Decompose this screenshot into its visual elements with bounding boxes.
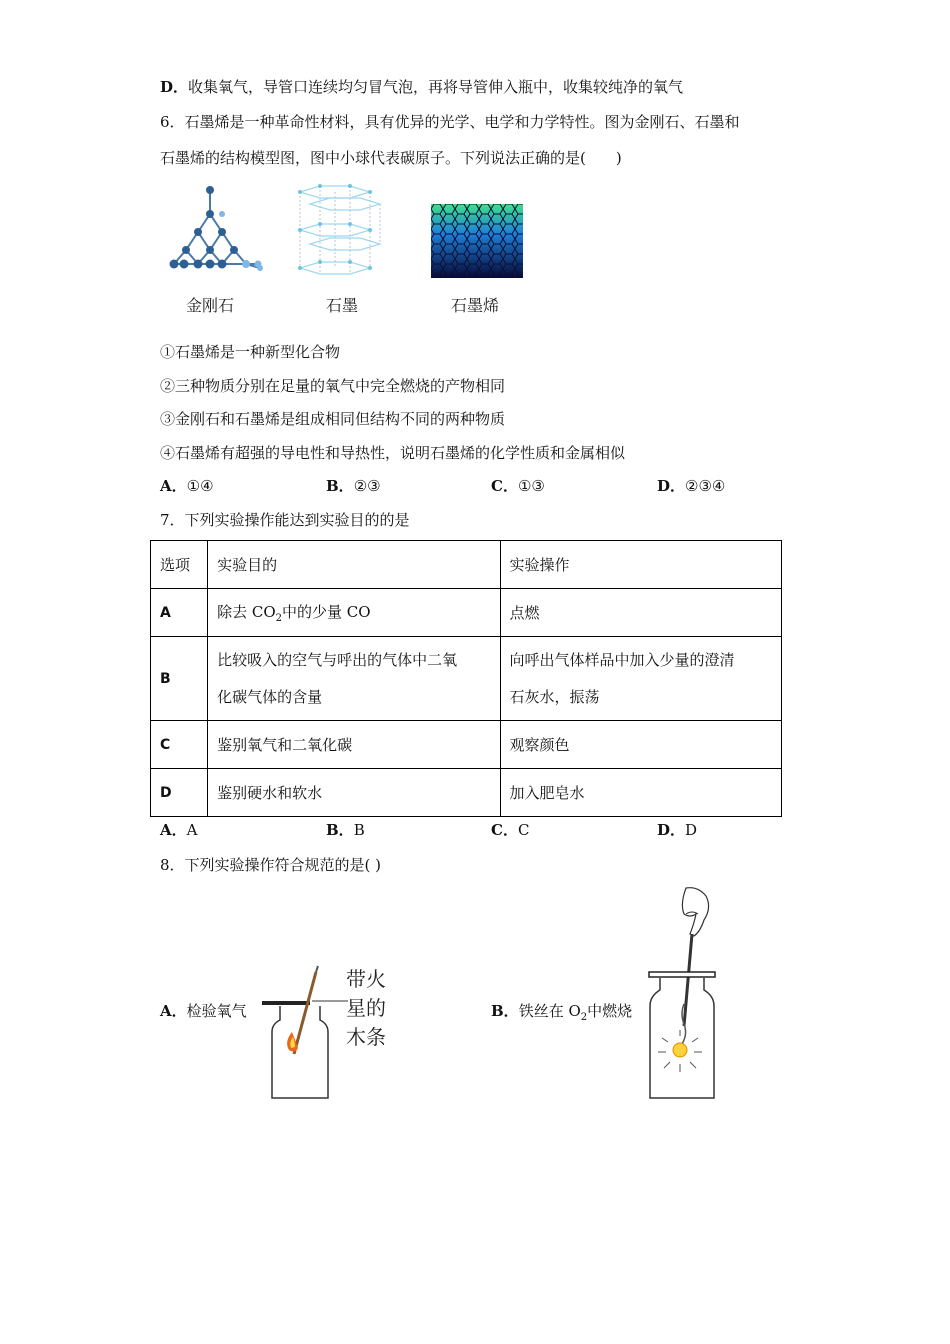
option-label: B． <box>491 1002 519 1020</box>
option-text-pre: 铁丝在 O <box>518 1002 581 1020</box>
row-purpose: 鉴别氧气和二氧化碳 <box>208 721 500 769</box>
operation-line2: 石灰水，振荡 <box>509 687 600 706</box>
table-row <box>151 589 782 637</box>
option-text: 收集氧气，导管口连续均匀冒气泡，再将导管伸入瓶中，收集较纯净的氧气 <box>188 78 684 96</box>
q7-option-a[interactable] <box>160 820 197 840</box>
iron-wire-burning-figure <box>646 884 726 1104</box>
option-label: A． <box>160 1002 187 1020</box>
row-option: C <box>151 721 208 769</box>
table-row <box>151 637 782 721</box>
q6-option-c[interactable] <box>491 476 545 496</box>
glowing-stick-label-3: 木条 <box>346 1025 386 1049</box>
option-label: C． <box>491 477 518 495</box>
q6-statement-2: ②三种物质分别在足量的氧气中完全燃烧的产物相同 <box>160 377 506 395</box>
purpose-line2: 化碳气体的含量 <box>217 687 323 706</box>
q6-statement-3: ③金刚石和石墨烯是组成相同但结构不同的两种物质 <box>160 410 506 428</box>
caption-graphene: 石墨烯 <box>451 296 500 315</box>
q6-statement-1: ①石墨烯是一种新型化合物 <box>160 343 341 361</box>
option-text: D <box>685 821 698 839</box>
diamond-structure-figure <box>160 184 270 284</box>
table-header-row <box>151 541 782 589</box>
q5-option-d <box>160 77 683 97</box>
label-pointer-line <box>312 996 352 1006</box>
q7-option-d[interactable] <box>657 820 697 840</box>
glowing-stick-label-1: 带火 <box>346 967 386 991</box>
row-operation: 加入肥皂水 <box>500 769 781 817</box>
option-label: B． <box>326 477 354 495</box>
option-text: ①③ <box>517 477 545 495</box>
option-text: A <box>186 821 198 839</box>
q6-stem-line2: 石墨烯的结构模型图，图中小球代表碳原子。下列说法正确的是( ) <box>160 149 622 167</box>
oxygen-test-figure <box>258 958 358 1108</box>
option-text: 检验氧气 <box>186 1002 247 1020</box>
purpose-line1: 比较吸入的空气与呼出的气体中二氧 <box>217 650 458 669</box>
q8-option-b[interactable] <box>491 1001 632 1028</box>
table-row <box>151 721 782 769</box>
option-label: D． <box>657 477 686 495</box>
option-label: D． <box>657 821 686 839</box>
caption-diamond: 金刚石 <box>186 296 235 315</box>
option-text: ②③④ <box>685 477 726 495</box>
operation-line1: 向呼出气体样品中加入少量的澄清 <box>509 650 735 669</box>
purpose-pre: 除去 CO <box>217 603 276 621</box>
header-operation: 实验操作 <box>500 541 781 589</box>
q6-option-a[interactable] <box>160 476 214 496</box>
q6-option-d[interactable] <box>657 476 725 496</box>
q6-statement-4: ④石墨烯有超强的导电性和导热性，说明石墨烯的化学性质和金属相似 <box>160 444 626 462</box>
option-text-post: 中燃烧 <box>587 1002 633 1020</box>
option-label: B． <box>326 821 354 839</box>
row-purpose <box>208 589 500 637</box>
graphite-structure-figure <box>290 184 390 276</box>
option-text: C <box>517 821 530 839</box>
graphene-structure-figure <box>431 204 523 278</box>
header-option: 选项 <box>151 541 208 589</box>
option-label: C． <box>491 821 518 839</box>
purpose-post: 中的少量 CO <box>282 603 371 621</box>
row-operation: 观察颜色 <box>500 721 781 769</box>
row-purpose: 鉴别硬水和软水 <box>208 769 500 817</box>
option-text-sub: 2 <box>580 1012 588 1023</box>
row-option: A <box>151 589 208 637</box>
row-purpose <box>208 637 500 721</box>
option-label: A． <box>160 821 187 839</box>
header-purpose: 实验目的 <box>208 541 500 589</box>
q6-option-b[interactable] <box>326 476 381 496</box>
q7-option-c[interactable] <box>491 820 529 840</box>
row-option: B <box>151 637 208 721</box>
option-label: D． <box>160 78 189 96</box>
row-option: D <box>151 769 208 817</box>
q7-option-b[interactable] <box>326 820 365 840</box>
purpose-sub: 2 <box>275 613 282 624</box>
option-text: ②③ <box>353 477 381 495</box>
option-label: A． <box>160 477 187 495</box>
option-text: B <box>353 821 365 839</box>
q6-stem-line1: 6．石墨烯是一种革命性材料，具有优异的光学、电学和力学特性。图为金刚石、石墨和 <box>160 113 740 131</box>
q7-table <box>150 540 782 817</box>
q7-stem: 7．下列实验操作能达到实验目的的是 <box>160 511 410 529</box>
row-operation <box>500 637 781 721</box>
table-row <box>151 769 782 817</box>
option-text: ①④ <box>186 477 214 495</box>
q8-option-a[interactable] <box>160 1001 247 1021</box>
q8-stem: 8．下列实验操作符合规范的是( ) <box>160 856 382 874</box>
glowing-stick-label-2: 星的 <box>346 996 386 1020</box>
row-operation: 点燃 <box>500 589 781 637</box>
caption-graphite: 石墨 <box>326 296 359 315</box>
